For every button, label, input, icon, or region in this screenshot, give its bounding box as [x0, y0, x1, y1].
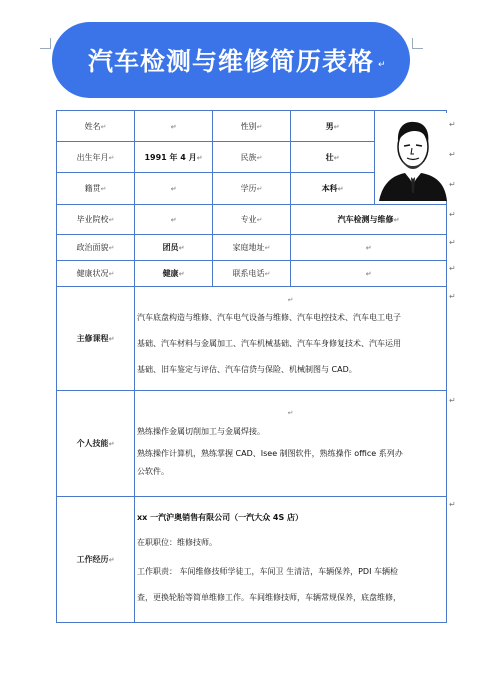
portrait-photo: [377, 113, 449, 201]
address-value: ↵: [291, 235, 447, 261]
political-value: 团员↵: [135, 235, 213, 261]
native-value: ↵: [135, 173, 213, 205]
health-value: 健康↵: [135, 261, 213, 287]
experience-label: 工作经历↵: [57, 497, 135, 623]
company-name: xx 一汽沪奥销售有限公司（一汽大众 4S 店）: [137, 512, 304, 522]
school-value: ↵: [135, 205, 213, 235]
row-end-mark: ↵: [449, 396, 456, 405]
skills-line: 熟练操作金属切削加工与金属焊接。: [137, 426, 265, 436]
skills-content: ↵ 熟练操作金属切削加工与金属焊接。 熟练操作计算机，熟练掌握 CAD、Isee 制图软件，熟练操作 office 系列办 公软件。: [135, 391, 447, 497]
title-banner: [52, 22, 410, 98]
row-end-mark: ↵: [449, 500, 456, 509]
courses-label: 主修课程↵: [57, 287, 135, 391]
gender-value: 男↵: [291, 111, 375, 142]
row-end-mark: ↵: [449, 238, 456, 247]
education-value: 本科↵: [291, 173, 375, 205]
name-value: ↵: [135, 111, 213, 142]
phone-value: ↵: [291, 261, 447, 287]
row-end-mark: ↵: [449, 264, 456, 273]
return-mark: ↵: [378, 60, 386, 70]
photo-cell: [375, 111, 447, 205]
crop-mark-top-right: [412, 38, 423, 49]
skills-line: 熟练操作计算机，熟练掌握 CAD、Isee 制图软件，熟练操作 office 系列办: [137, 448, 403, 458]
row-end-mark: ↵: [449, 150, 456, 159]
ethnicity-label: 民族↵: [213, 142, 291, 173]
phone-label: 联系电话↵: [213, 261, 291, 287]
birth-label: 出生年月↵: [57, 142, 135, 173]
skills-line: 公软件。: [137, 466, 169, 476]
native-label: 籍贯↵: [57, 173, 135, 205]
ethnicity-value: 壮↵: [291, 142, 375, 173]
name-label: 姓名↵: [57, 111, 135, 142]
major-value: 汽车检测与维修↵: [291, 205, 447, 235]
school-label: 毕业院校↵: [57, 205, 135, 235]
row-end-mark: ↵: [449, 180, 456, 189]
courses-line: 汽车底盘构造与维修、汽车电气设备与维修、汽车电控技术、汽车电工电子: [137, 312, 401, 322]
row-end-mark: ↵: [449, 210, 456, 219]
major-label: 专业↵: [213, 205, 291, 235]
political-label: 政治面貌↵: [57, 235, 135, 261]
health-label: 健康状况↵: [57, 261, 135, 287]
skills-label: 个人技能↵: [57, 391, 135, 497]
education-label: 学历↵: [213, 173, 291, 205]
courses-line: 基础、汽车材料与金属加工、汽车机械基础、汽车车身修复技术、汽车运用: [137, 338, 401, 348]
duty-line: 工作职责： 车间维修技师学徒工，车间卫 生清洁，车辆保养，PDI 车辆检: [137, 566, 398, 576]
courses-line: 基础、旧车鉴定与评估、汽车信贷与保险、机械制图与 CAD。: [137, 364, 357, 374]
gender-label: 性别↵: [213, 111, 291, 142]
experience-content: [135, 497, 447, 623]
address-label: 家庭地址↵: [213, 235, 291, 261]
resume-table: [56, 110, 447, 623]
position-text: 在职职位：维修技师。: [137, 537, 217, 547]
duty-line: 查，更换轮胎等简单维修工作。车间维修技师，车辆常规保养，底盘维修，: [137, 592, 401, 602]
birth-value: 1991 年 4 月↵: [135, 142, 213, 173]
courses-content: ↵ 汽车底盘构造与维修、汽车电气设备与维修、汽车电控技术、汽车电工电子 基础、汽车材料与金属加工、汽车机械基础、汽车车身修复技术、汽车运用 基础、旧车鉴定与评估、汽车信贷与保险、机械制图与 CAD。: [135, 287, 447, 391]
resume-title: 汽车检测与维修简历表格: [87, 47, 374, 76]
row-end-mark: ↵: [449, 120, 456, 129]
row-end-mark: ↵: [449, 292, 456, 301]
crop-mark-top-left: [40, 38, 51, 49]
